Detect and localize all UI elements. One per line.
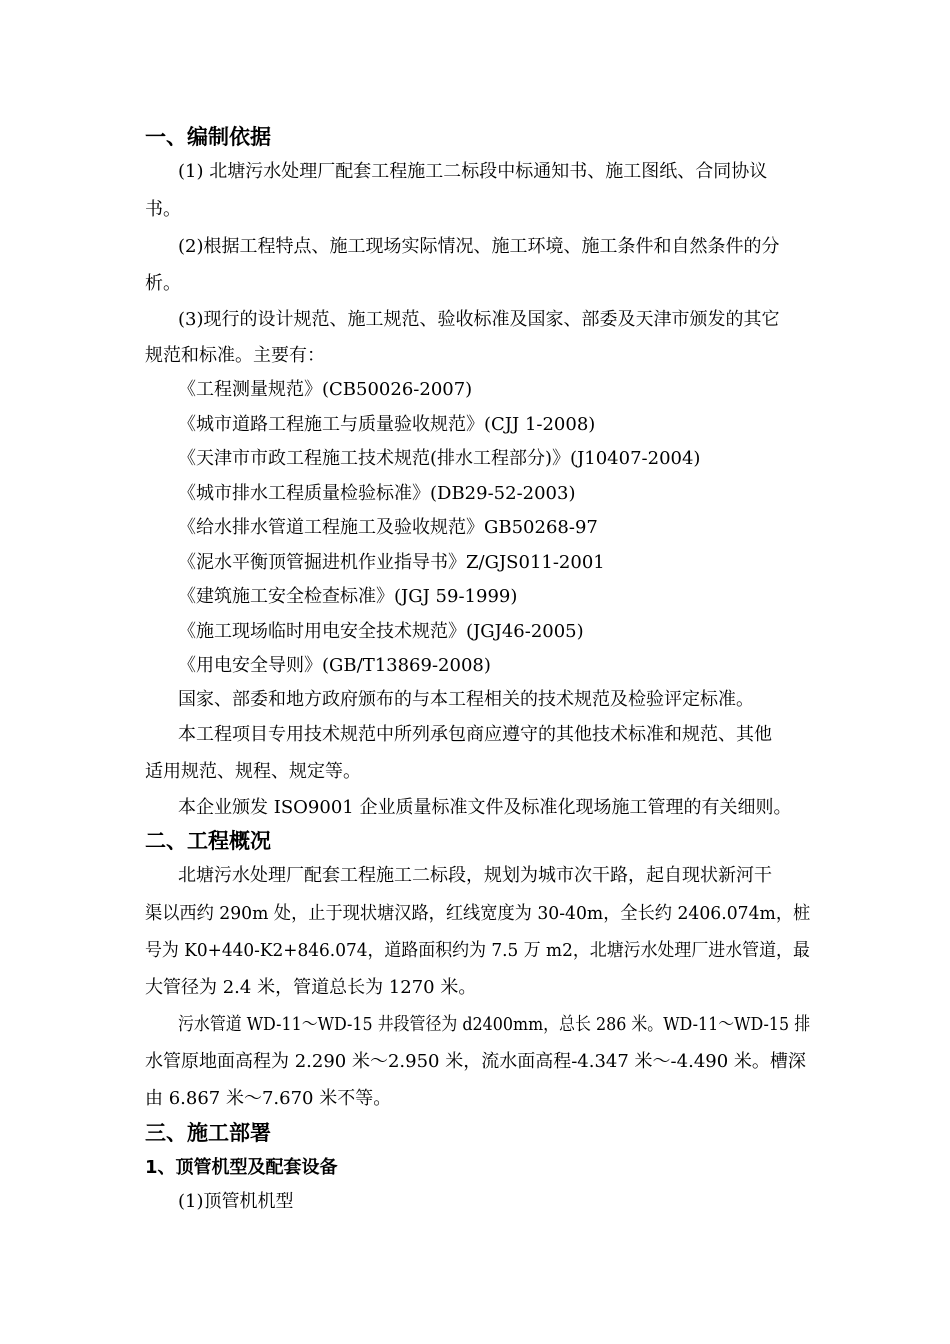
standard-list-item: 《给水排水管道工程施工及验收规范》GB50268-97	[178, 517, 598, 538]
paragraph-line: 适用规范、规程、规定等。	[145, 761, 361, 782]
paragraph-line: 渠以西约 290m 处，止于现状塘汉路，红线宽度为 30-40m，全长约 2406.074m，桩	[145, 903, 811, 924]
standard-list-item: 《泥水平衡顶管掘进机作业指导书》Z/GJS011-2001	[178, 552, 605, 573]
paragraph-line: 书。	[145, 199, 181, 220]
paragraph-line: 国家、部委和地方政府颁布的与本工程相关的技术规范及检验评定标准。	[178, 689, 754, 710]
section-heading-basis: 一、编制依据	[145, 125, 271, 149]
section-heading-overview: 二、工程概况	[145, 829, 271, 853]
subsection-heading: 1、顶管机型及配套设备	[145, 1157, 338, 1178]
paragraph-line: 污水管道 WD-11～WD-15 井段管径为 d2400mm，总长 286 米。WD-11～WD-15 排	[178, 1014, 811, 1035]
standard-list-item: 《工程测量规范》(CB50026-2007)	[178, 379, 473, 400]
paragraph-line: 号为 K0+440-K2+846.074，道路面积约为 7.5 万 m2，北塘污水处理厂进水管道，最	[145, 940, 810, 961]
paragraph-line: 规范和标准。主要有：	[145, 345, 325, 366]
paragraph-line: 本工程项目专用技术规范中所列承包商应遵守的其他技术标准和规范、其他	[178, 724, 772, 745]
paragraph-line: 由 6.867 米～7.670 米不等。	[145, 1088, 392, 1109]
standard-list-item: 《施工现场临时用电安全技术规范》(JGJ46-2005)	[178, 621, 584, 642]
section-heading-deployment: 三、施工部署	[145, 1121, 271, 1145]
paragraph-line: 析。	[145, 273, 181, 294]
paragraph-line: 本企业颁发 ISO9001 企业质量标准文件及标准化现场施工管理的有关细则。	[178, 797, 792, 818]
standard-list-item: 《城市排水工程质量检验标准》(DB29-52-2003)	[178, 483, 576, 504]
standard-list-item: 《建筑施工安全检查标准》(JGJ 59-1999)	[178, 586, 518, 607]
standard-list-item: 《天津市市政工程施工技术规范(排水工程部分)》(J10407-2004)	[178, 448, 701, 469]
paragraph-line: (1)顶管机机型	[178, 1191, 294, 1212]
paragraph-line: (2)根据工程特点、施工现场实际情况、施工环境、施工条件和自然条件的分	[178, 236, 780, 257]
paragraph-line: 大管径为 2.4 米，管道总长为 1270 米。	[145, 977, 477, 998]
paragraph-line: 水管原地面高程为 2.290 米～2.950 米，流水面高程-4.347 米～-4.490 米。槽深	[145, 1051, 806, 1072]
standard-list-item: 《城市道路工程施工与质量验收规范》(CJJ 1-2008)	[178, 414, 596, 435]
paragraph-line: 北塘污水处理厂配套工程施工二标段，规划为城市次干路，起自现状新河干	[178, 865, 772, 886]
paragraph-line: (3)现行的设计规范、施工规范、验收标准及国家、部委及天津市颁发的其它	[178, 309, 780, 330]
standard-list-item: 《用电安全导则》(GB/T13869-2008)	[178, 655, 491, 676]
paragraph-line: (1) 北塘污水处理厂配套工程施工二标段中标通知书、施工图纸、合同协议	[178, 161, 768, 182]
